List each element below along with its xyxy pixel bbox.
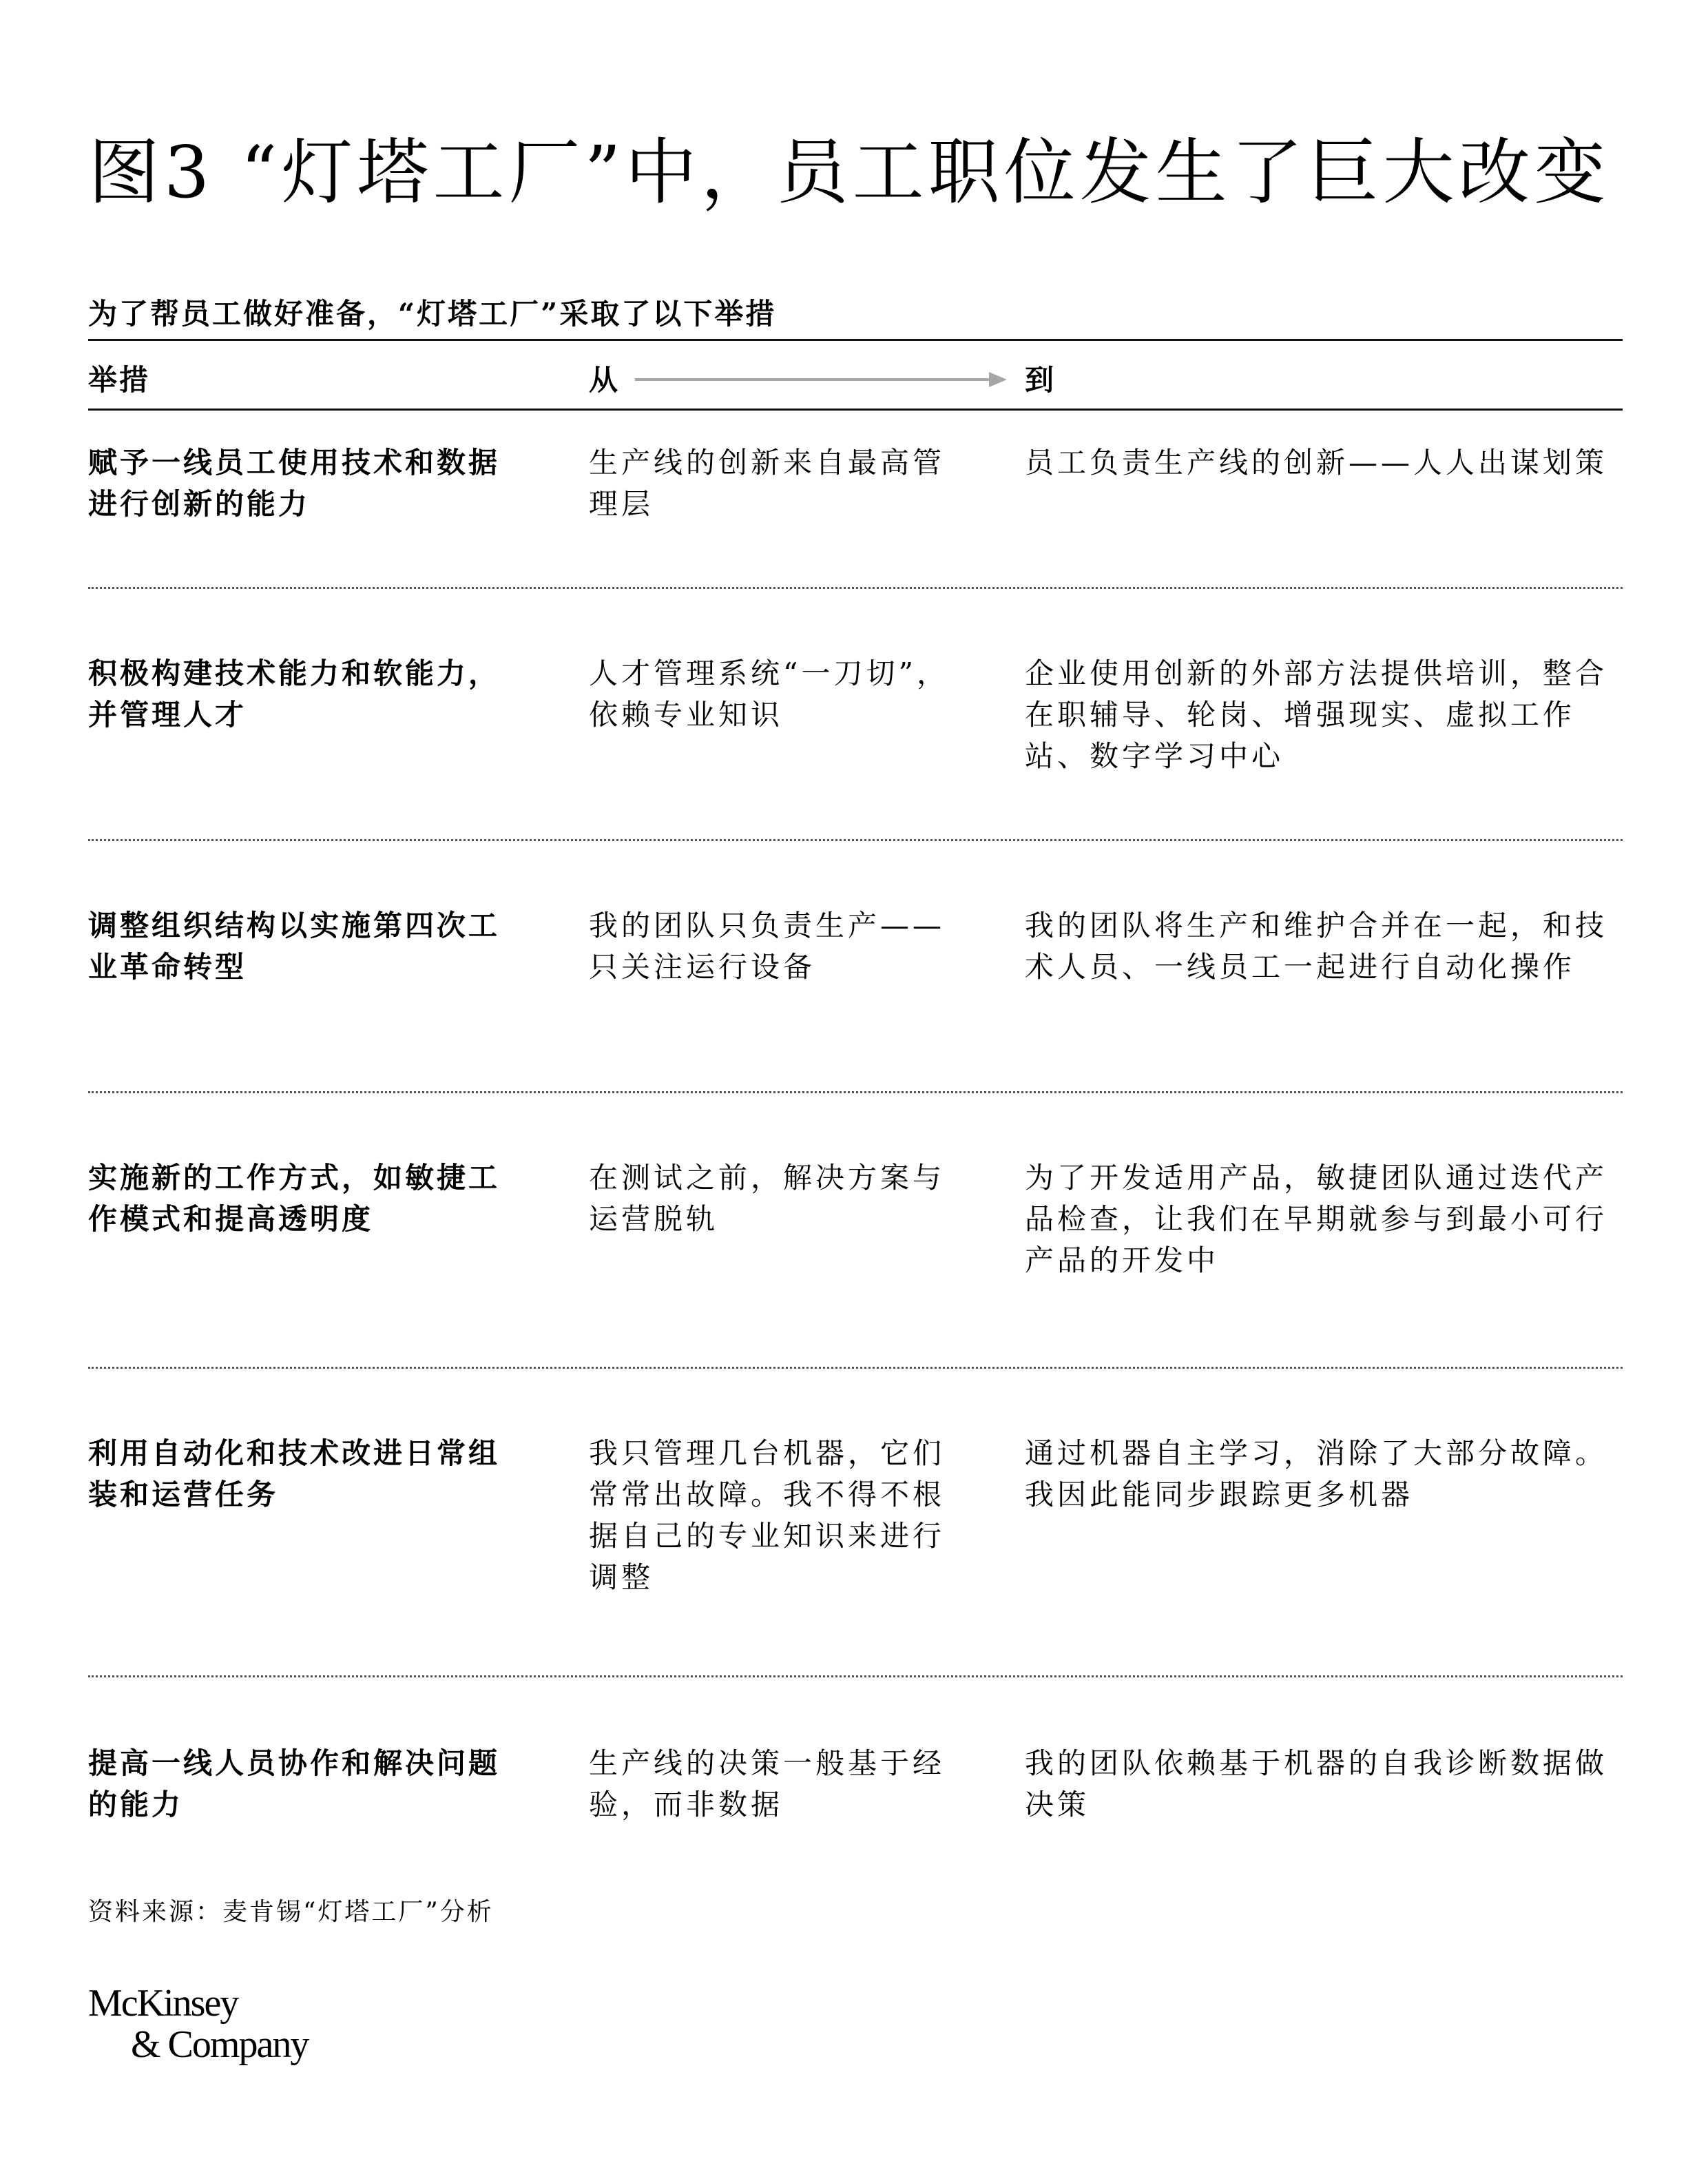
to-cell: 企业使用创新的外部方法提供培训，整合在职辅导、轮岗、增强现实、虚拟工作站、数字学习中心 xyxy=(1025,656,1608,773)
column-header-measure: 举措 xyxy=(88,363,151,397)
column-header-from: 从 xyxy=(589,363,621,397)
from-cell: 我的团队只负责生产——只关注运行设备 xyxy=(589,909,946,984)
page-title: 图3 “灯塔工厂”中，员工职位发生了巨大改变 xyxy=(88,130,1610,214)
to-cell: 我的团队依赖基于机器的自我诊断数据做决策 xyxy=(1025,1746,1608,1821)
from-cell: 在测试之前，解决方案与运营脱轨 xyxy=(589,1161,946,1236)
row-divider xyxy=(88,839,1623,841)
to-cell: 我的团队将生产和维护合并在一起，和技术人员、一线员工一起进行自动化操作 xyxy=(1025,909,1608,984)
row-divider xyxy=(88,1675,1623,1677)
right-arrow-icon xyxy=(635,369,1007,390)
to-cell: 通过机器自主学习，消除了大部分故障。我因此能同步跟踪更多机器 xyxy=(1025,1436,1608,1511)
measure-cell: 积极构建技术能力和软能力，并管理人才 xyxy=(88,656,501,732)
logo-line-1: McKinsey xyxy=(88,1982,238,2025)
row-divider xyxy=(88,587,1623,589)
row-divider xyxy=(88,1091,1623,1093)
from-cell: 生产线的决策一般基于经验，而非数据 xyxy=(589,1746,946,1821)
row-divider xyxy=(88,1367,1623,1369)
from-cell: 生产线的创新来自最高管理层 xyxy=(589,446,946,521)
logo-line-2: & Company xyxy=(131,2023,309,2066)
column-header-to: 到 xyxy=(1025,363,1056,397)
measure-cell: 调整组织结构以实施第四次工业革命转型 xyxy=(88,909,501,984)
measure-cell: 提高一线人员协作和解决问题的能力 xyxy=(88,1746,501,1821)
header-bottom-rule xyxy=(88,409,1623,411)
measure-cell: 利用自动化和技术改进日常组装和运营任务 xyxy=(88,1436,501,1511)
to-cell: 员工负责生产线的创新——人人出谋划策 xyxy=(1025,446,1608,479)
source-note: 资料来源：麦肯锡“灯塔工厂”分析 xyxy=(88,1898,494,1926)
table-subtitle: 为了帮员工做好准备，“灯塔工厂”采取了以下举措 xyxy=(88,297,777,331)
measure-cell: 实施新的工作方式，如敏捷工作模式和提高透明度 xyxy=(88,1161,501,1236)
measure-cell: 赋予一线员工使用技术和数据进行创新的能力 xyxy=(88,446,501,521)
mckinsey-logo xyxy=(88,1983,308,2065)
to-cell: 为了开发适用产品，敏捷团队通过迭代产品检查，让我们在早期就参与到最小可行产品的开发中 xyxy=(1025,1161,1608,1277)
from-cell: 我只管理几台机器，它们常常出故障。我不得不根据自己的专业知识来进行调整 xyxy=(589,1436,946,1594)
from-cell: 人才管理系统“一刀切”，依赖专业知识 xyxy=(589,656,949,732)
header-top-rule xyxy=(88,339,1623,341)
